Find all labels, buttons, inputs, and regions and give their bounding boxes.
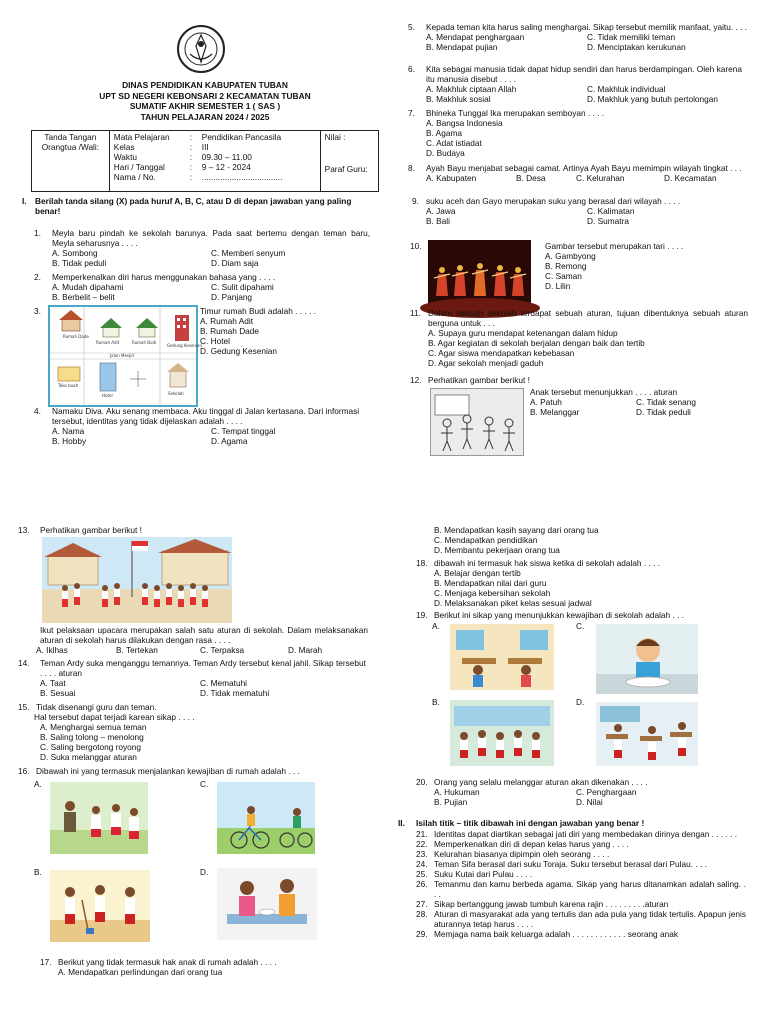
traditional-dance-image [428, 240, 531, 310]
q9-option-c[interactable]: C. Kalimatan [587, 205, 635, 216]
date-label: Hari / Tanggal [113, 161, 165, 172]
q15-option-c[interactable]: C. Saling bergotong royong [40, 741, 142, 752]
flag-ceremony-image [42, 537, 232, 623]
q13-option-b[interactable]: B. Tertekan [116, 644, 158, 655]
q19-option-a-image[interactable] [450, 624, 554, 690]
q2-option-a[interactable]: A. Mudah dipahami [52, 281, 124, 292]
fill-question-text[interactable]: Sikap bertanggung jawab tumbuh karena rajin . . . . . . . . .aturan [434, 898, 669, 909]
fill-question-29 [416, 930, 746, 940]
q7-option-c[interactable]: C. Adat istiadat [426, 137, 482, 148]
fill-question-text[interactable]: Identitas dapat diartikan sebagai jati diri yang membedakan dirinya dengan . . . . . . [434, 829, 738, 839]
fill-question-number: 27. [416, 898, 428, 909]
q9-option-a[interactable]: A. Jawa [426, 205, 456, 216]
q4-option-b[interactable]: B. Hobby [52, 435, 87, 446]
q11-option-c[interactable]: C. Agar siswa mendapatkan kebebasan [428, 347, 575, 358]
question-13-body: Ikut pelaksaan upacara merupakan salah satu aturan di sekolah. Dalam melaksanakan aturan di sekolah harus dilakukan dengan rasa . . . . A. Iklhas B. Tertekan C. Terpaksa D. Marah [36, 625, 368, 655]
q15-option-a[interactable]: A. Menghargai semua teman [40, 721, 147, 732]
q7-option-b[interactable]: B. Agama [426, 127, 462, 138]
q5-option-b[interactable]: B. Mendapat pujian [426, 41, 498, 52]
question-5: 5. Kepada teman kita harus saling menghargai. Sikap tersebut memilik manfaat, yaitu. . . . A. Mendapat penghargaan C. Tidak memiliki teman B. Mendapat pujian D. Menciptakan kerukunan [408, 22, 747, 52]
q11-option-a[interactable]: A. Supaya guru mendapat ketenangan dalam hidup [428, 327, 618, 338]
q13-option-a[interactable]: A. Iklhas [36, 644, 68, 655]
fill-question-number: 23. [416, 848, 428, 859]
q13-option-c[interactable]: C. Terpaksa [200, 644, 245, 655]
question-9: 9. suku aceh dan Gayo merupakan suku yang berasal dari wilayah . . . . A. Jawa C. Kalimatan B. Bali D. Sumatra [412, 197, 748, 227]
q3-option-d[interactable]: D. Gedung Kesenian [200, 345, 278, 356]
q8-option-b[interactable]: B. Desa [516, 172, 546, 183]
q14-option-c[interactable]: C. Mematuhi [200, 677, 248, 688]
q4-option-d[interactable]: D. Agama [211, 435, 248, 446]
identity-table [31, 130, 379, 192]
q6-option-c[interactable]: C. Makhluk individual [587, 83, 666, 94]
q16-option-b-label[interactable]: B. [34, 867, 42, 877]
section-2-instruction: II. Isilah titik – titik dibawah ini dengan jawaban yang benar ! [398, 818, 645, 828]
q8-option-a[interactable]: A. Kabupaten [426, 172, 477, 183]
guardian-signature-cell [32, 131, 110, 192]
q2-option-b[interactable]: B. Berbelit – belit [52, 291, 115, 302]
section-1-instruction: I. Berilah tanda silang (X) pada huruf A, B, C, atau D di depan jawaban yang paling benar! [22, 196, 352, 216]
student-info-cell: Mata Pelajaran : Pendidikan Pancasila Kelas : III Waktu : 09.30 – 11.00 Hari / Tanggal : 9 – 12 - 2024 Nama / No. : ................................... [109, 131, 320, 192]
q16-option-a-label[interactable]: A. [34, 779, 42, 789]
header-line-1: DINAS PENDIDIKAN KABUPATEN TUBAN [122, 80, 288, 90]
q3-option-a[interactable]: A. Rumah Adit [200, 315, 254, 326]
class-label: Kelas [113, 141, 135, 152]
fill-question-text[interactable]: Suku Kutai dari Pulau . . . . [434, 868, 533, 879]
fill-in-questions [416, 830, 746, 939]
fill-question-number: 24. [416, 858, 428, 869]
q1-option-a[interactable]: A. Sombong [52, 247, 98, 258]
q16-option-a-image[interactable] [50, 782, 148, 854]
q10-option-a[interactable]: A. Gambyong [545, 250, 596, 261]
header-line-3: SUMATIF AKHIR SEMESTER 1 ( SAS ) [129, 101, 281, 111]
fill-question-number: 29. [416, 928, 428, 939]
q6-option-d[interactable]: D. Makhluk yang butuh pertolongan [587, 93, 718, 104]
q14-option-a[interactable]: A. Taat [40, 677, 66, 688]
teacher-signature-label: Paraf Guru: [324, 163, 368, 174]
q12-option-c[interactable]: C. Tidak senang [636, 396, 696, 407]
q10-option-d[interactable]: D. Lilin [545, 280, 571, 291]
q2-option-d[interactable]: D. Panjang [211, 291, 253, 302]
q19-option-b-image[interactable] [450, 700, 554, 766]
q13-option-d[interactable]: D. Marah [288, 644, 323, 655]
q7-option-a[interactable]: A. Bangsa Indonesia [426, 117, 503, 128]
question-12-body: Anak tersebut menunjukkan . . . . aturan A. Patuh C. Tidak senang B. Melanggar D. Tidak peduli [530, 388, 745, 418]
q19-option-a-label[interactable]: A. [432, 621, 440, 631]
header-line-2: UPT SD NEGERI KEBONSARI 2 KECAMATAN TUBAN [99, 90, 311, 101]
q9-option-d[interactable]: D. Sumatra [587, 215, 629, 226]
q12-option-b[interactable]: B. Melanggar [530, 406, 580, 417]
map-label-rumah-adit: Rumah Adit [96, 340, 120, 345]
fill-question-number: 25. [416, 868, 428, 879]
question-8: 8. Ayah Bayu menjabat sebagai camat. Artinya Ayah Bayu memimpin wilayah tingkat . . . A. Kabupaten B. Desa C. Kelurahan D. Kecamatan [408, 164, 748, 184]
q19-option-c-label[interactable]: C. [576, 621, 585, 631]
subject-value: Pendidikan Pancasila [201, 132, 282, 142]
q20-option-c[interactable]: C. Penghargaan [576, 786, 637, 797]
q18-option-c[interactable]: C. Menjaga kebersihan sekolah [434, 587, 551, 598]
question-11: 11. Dalam sebuah sekolah terdapat sebuah aturan, tujuan dibentuknya sebuah aturan berguna untuk . . . A. Supaya guru mendapat ketenangan dalam hidup B. Agar kegiatan di sekolah berjalan dengan baik dan tertib C. Agar siswa mendapatkan kebebasan D. Agar sekolah menjadi gaduh [410, 308, 748, 368]
fill-question-26 [416, 880, 746, 900]
map-label-gedung: Gedung Kesenian [167, 343, 203, 348]
q16-option-b-image[interactable] [50, 870, 150, 942]
question-2: 2. Memperkenalkan diri harus menggunakan bahasa yang . . . . A. Mudah dipahami C. Sulit dipahami B. Berbelit – belit D. Panjang [34, 273, 370, 303]
classroom-sketch-image [430, 388, 524, 456]
fill-question-number: 26. [416, 878, 428, 889]
question-6: 6. Kita sebagai manusia tidak dapat hidup sendiri dan harus berdampingan. Oleh karena itu manusia disebut . . . . A. Makhluk ciptaan Allah C. Makhluk individual B. Makhluk sosial D. Makhluk yang butuh pertolongan [408, 65, 748, 105]
fill-question-text[interactable]: Teman Sifa berasal dari suku Toraja. Suku tersebut berasal dari Pulau. . . . [434, 858, 707, 869]
question-17: 17. Berikut yang tidak termasuk hak anak di rumah adalah . . . . A. Mendapatkan perlindungan dari orang tua [40, 958, 370, 978]
q14-option-d[interactable]: D. Tidak mematuhi [200, 687, 270, 698]
q18-option-b[interactable]: B. Mendapatkan nilai dari guru [434, 577, 547, 588]
q1-option-c[interactable]: C. Memberi senyum [211, 247, 286, 258]
school-logo [176, 24, 226, 74]
q19-option-b-label[interactable]: B. [432, 697, 440, 707]
fill-question-28 [416, 910, 746, 930]
map-label-rumah-budi: Rumah Budi [132, 340, 157, 345]
neighborhood-map-image [48, 305, 203, 407]
q18-option-d[interactable]: D. Melaksanakan piket kelas sesuai jadwal [434, 597, 592, 608]
q6-option-a[interactable]: A. Makhluk ciptaan Allah [426, 83, 517, 94]
name-label: Nama / No. [113, 171, 156, 182]
q16-option-c-image[interactable] [217, 782, 315, 854]
q3-option-b[interactable]: B. Rumah Dade [200, 325, 260, 336]
q20-option-a[interactable]: A. Hukuman [434, 786, 480, 797]
q20-option-b[interactable]: B. Pujian [434, 796, 468, 807]
q11-option-b[interactable]: B. Agar kegiatan di sekolah berjalan dengan baik dan tertib [428, 337, 645, 348]
fill-question-number: 21. [416, 829, 428, 839]
document-header [60, 80, 350, 122]
q20-option-d[interactable]: D. Nilai [576, 796, 603, 807]
question-10: Gambar tersebut merupakan tari . . . . A. Gambyong B. Remong C. Saman D. Lilin [545, 242, 745, 292]
q17-option-b[interactable]: B. Mendapatkan kasih sayang dari orang tua [434, 525, 599, 535]
q15-option-d[interactable]: D. Suka melanggar aturan [40, 751, 137, 762]
q8-option-c[interactable]: C. Kelurahan [576, 172, 625, 183]
question-14: 14. Teman Ardy suka menganggu temannya. Teman Ardy tersebut kenal jahil. Sikap tersebut . . . . aturan A. Taat C. Mematuhi B. Sesuai D. Tidak mematuhi [18, 659, 368, 699]
question-7: 7. Bhineka Tunggal Ika merupakan semboyan . . . . A. Bangsa Indonesia B. Agama C. Adat istiadat D. Budaya [408, 109, 748, 159]
map-label-hotel: Hotel [102, 393, 113, 398]
q10-option-b[interactable]: B. Remong [545, 260, 587, 271]
question-13: 13. Perhatikan gambar berikut ! [18, 525, 142, 535]
map-label-jalan: Jalan Mesjid [110, 353, 134, 358]
question-15: 15. Tidak disenangi guru dan teman. Hal tersebut dapat terjadi karean sikap . . . . A. Menghargai semua teman B. Saling tolong – menolong C. Saling bergotong royong D. Suka melanggar aturan [18, 703, 368, 763]
q19-option-d-label[interactable]: D. [576, 697, 585, 707]
fill-question-text[interactable]: Memjaga nama baik keluarga adalah . . . . . . . . . . . . seorang anak [434, 928, 678, 939]
fill-question-text[interactable]: Temanmu dan kamu berbeda agama. Sikap yang harus ditanamkan adalah saling. . . . [434, 878, 746, 899]
q16-option-d-label[interactable]: D. [200, 867, 209, 877]
time-value: 09.30 – 11.00 [201, 151, 252, 162]
question-1: 1. Meyla baru pindah ke sekolah barunya. Pada saat bertemu dengan teman baru, Meyla seharusnya . . . . A. Sombong C. Memberi senyum B. Tidak peduli D. Diam saja [34, 228, 370, 268]
fill-question-number: 22. [416, 838, 428, 849]
question-19: 19. Berikut ini sikap yang menunjukkan kewajiban di sekolah adalah . . . [416, 610, 684, 620]
q12-option-a[interactable]: A. Patuh [530, 396, 562, 407]
q14-option-b[interactable]: B. Sesuai [40, 687, 76, 698]
map-label-rumah-dade: Rumah Dade [63, 334, 89, 339]
question-17-continued [416, 526, 746, 556]
q15-option-b[interactable]: B. Saling tolong – menolong [40, 731, 144, 742]
header-line-4: TAHUN PELAJARAN 2024 / 2025 [140, 111, 270, 122]
q5-option-a[interactable]: A. Mendapat penghargaan [426, 31, 525, 42]
question-3: Timur rumah Budi adalah . . . . . A. Rumah Adit B. Rumah Dade C. Hotel D. Gedung Kesenian [200, 307, 370, 357]
question-20: 20. Orang yang selalu melanggar aturan akan dikenakan . . . . A. Hukuman C. Penghargaan B. Pujian D. Nilai [416, 778, 746, 808]
q12-option-d[interactable]: D. Tidak peduli [636, 406, 691, 417]
q5-option-c[interactable]: C. Tidak memiliki teman [587, 31, 676, 42]
fill-question-text[interactable]: Aturan di masyarakat ada yang tertulis dan ada pula yang tidak tertulis. Apapun jenis aturannya tetap harus . . . . [434, 908, 746, 929]
class-value: III [201, 141, 209, 152]
q17-option-a[interactable]: A. Mendapatkan perlindungan dari orang tua [58, 966, 223, 977]
q11-option-d[interactable]: D. Agar sekolah menjadi gaduh [428, 357, 544, 368]
q8-option-d[interactable]: D. Kecamatan [664, 172, 717, 183]
q9-option-b[interactable]: B. Bali [426, 215, 450, 226]
q16-option-d-image[interactable] [217, 868, 317, 940]
q19-option-c-image[interactable] [596, 624, 698, 694]
q4-option-a[interactable]: A. Nama [52, 425, 85, 436]
guardian-label: Tanda Tangan Orangtua /Wali: [41, 132, 100, 152]
q10-option-c[interactable]: C. Saman [545, 270, 582, 281]
q17-option-d[interactable]: D. Membantu pekerjaan orang tua [434, 544, 560, 555]
q17-option-c[interactable]: C. Mendapatkan pendidikan [434, 534, 538, 545]
question-4: 4. Namaku Diva. Aku senang membaca. Aku tinggal di Jalan kertasana. Dari informasi tersebut, identitas yang tidak dijelaskan adalah . . . . A. Nama C. Tempat tinggal B. Hobby D. Agama [34, 407, 370, 447]
q16-option-c-label[interactable]: C. [200, 779, 209, 789]
question-18: 18. dibawah ini termasuk hak siswa ketika di sekolah adalah . . . . A. Belajar dengan tertib B. Mendapatkan nilai dari guru C. Menjaga kebersihan sekolah D. Melaksanakan piket kelas sesuai jadwal [416, 559, 746, 609]
q19-option-d-image[interactable] [596, 702, 698, 766]
q1-option-b[interactable]: B. Tidak peduli [52, 257, 107, 268]
q18-option-a[interactable]: A. Belajar dengan tertib [434, 567, 521, 578]
q1-option-d[interactable]: D. Diam saja [211, 257, 259, 268]
question-10-number: 10. [410, 241, 422, 251]
map-label-sekolah: Sekolah [168, 391, 184, 396]
q2-option-c[interactable]: C. Sulit dipahami [211, 281, 274, 292]
score-label: Nilai : [324, 132, 346, 142]
question-16: 16. Dibawah ini yang termasuk menjalankan kewajiban di rumah adalah . . . [18, 766, 300, 776]
q5-option-d[interactable]: D. Menciptakan kerukunan [587, 41, 686, 52]
fill-question-text[interactable]: Kelurahan biasanya dipimpin oleh seorang . . . . [434, 848, 610, 859]
q7-option-d[interactable]: D. Budaya [426, 147, 465, 158]
q4-option-c[interactable]: C. Tempat tinggal [211, 425, 276, 436]
question-3-number: 3. [34, 306, 41, 316]
question-12: 12. Perhatikan gambar berikut ! [410, 375, 530, 385]
time-label: Waktu [113, 151, 137, 162]
map-label-toko: Toko buah [58, 383, 79, 388]
date-value: 9 – 12 - 2024 [201, 161, 251, 172]
q6-option-b[interactable]: B. Makhluk sosial [426, 93, 491, 104]
subject-label: Mata Pelajaran [113, 132, 170, 142]
name-field[interactable]: ................................... [201, 171, 283, 182]
fill-question-number: 28. [416, 908, 428, 919]
fill-question-text[interactable]: Memperkenalkan diri di depan kelas harus yang . . . . [434, 838, 629, 849]
score-cell [320, 131, 378, 192]
q3-option-c[interactable]: C. Hotel [200, 335, 230, 346]
